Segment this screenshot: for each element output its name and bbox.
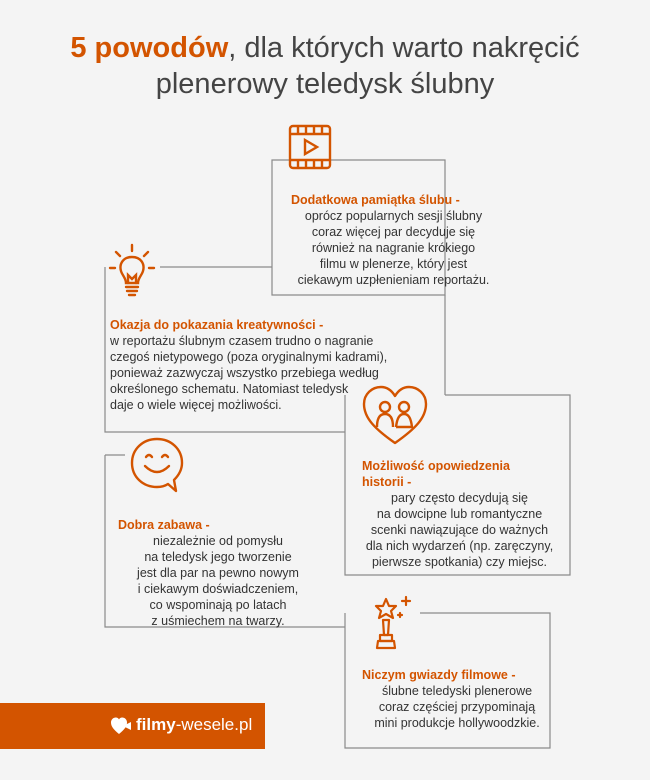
- reason-1-line: oprócz popularnych sesji ślubny: [304, 209, 483, 223]
- brand-rest: -wesele.pl: [175, 715, 253, 734]
- reason-3-line: pierwsze spotkania) czy miejsc.: [371, 555, 548, 569]
- reason-1-line: filmu w plenerze, który jest: [319, 257, 468, 271]
- reason-4-line: niezależnie od pomysłu: [153, 534, 283, 548]
- reason-4-line: jest dla par na pewno nowym: [137, 566, 299, 580]
- reason-3-line: dla nich wydarzeń (np. zaręczyny,: [365, 539, 554, 553]
- brand-footer[interactable]: [0, 703, 265, 749]
- reason-3-heading-line: Możliwość opowiedzenia: [362, 459, 510, 473]
- reason-4-line: z uśmiechem na twarzy.: [151, 614, 285, 628]
- lightbulb-icon: [108, 243, 156, 299]
- reason-3-line: na dowcipne lub romantyczne: [376, 507, 543, 521]
- reason-3-heading-line: historii -: [362, 475, 412, 489]
- reason-1-line: ciekawym uzpłenieniam reportażu.: [297, 273, 490, 287]
- reason-1-line: coraz więcej par decyduje się: [311, 225, 476, 239]
- reason-3: [362, 458, 557, 570]
- reason-2-heading: Okazja do pokazania kreatywności -: [110, 318, 324, 332]
- brand-name: [136, 715, 252, 735]
- title-line-2: plenerowy teledysk ślubny: [155, 68, 495, 100]
- reason-4: [118, 517, 318, 629]
- title-rest: , dla których warto nakręcić: [228, 32, 580, 64]
- reason-2-line: ponieważ zazwyczaj wszystko przebiega według: [110, 366, 379, 380]
- reason-4-line: co wspominają po latach: [149, 598, 287, 612]
- brand-bold: filmy: [136, 715, 176, 734]
- reason-1-line: również na nagranie krókiego: [311, 241, 476, 255]
- title-accent: 5 powodów: [70, 32, 229, 64]
- reason-5: [362, 667, 552, 731]
- reason-1-heading: Dodatkowa pamiątka ślubu -: [291, 193, 460, 207]
- reason-3-line: pary często decydują się: [391, 491, 528, 505]
- reason-5-line: ślubne teledyski plenerowe: [381, 684, 533, 698]
- reason-5-line: coraz częściej przypominają: [378, 700, 536, 714]
- star-trophy-icon: [370, 595, 412, 653]
- reason-2: [110, 317, 410, 413]
- reason-4-line: i ciekawym doświadczeniem,: [137, 582, 299, 596]
- reason-2-line: czegoś nietypowego (poza oryginalnymi kadrami),: [110, 350, 388, 364]
- reason-2-line: określonego schematu. Natomiast teledysk: [110, 382, 349, 396]
- reason-4-heading: Dobra zabawa -: [118, 518, 210, 532]
- reason-5-heading: Niczym gwiazdy filmowe -: [362, 668, 516, 682]
- reason-2-line: daje o wiele więcej możliwości.: [110, 398, 282, 412]
- reason-5-line: mini produkcje hollywoodzkie.: [374, 716, 540, 730]
- reason-2-line: w reportażu ślubnym czasem trudno o nagranie: [110, 334, 374, 348]
- video-play-icon: [288, 124, 332, 170]
- smile-bubble-icon: [129, 436, 185, 494]
- heart-camera-icon: [110, 716, 132, 736]
- reason-3-line: scenki nawiązujące do ważnych: [370, 523, 549, 537]
- reason-1: [291, 192, 496, 288]
- reason-4-line: na teledysk jego tworzenie: [144, 550, 292, 564]
